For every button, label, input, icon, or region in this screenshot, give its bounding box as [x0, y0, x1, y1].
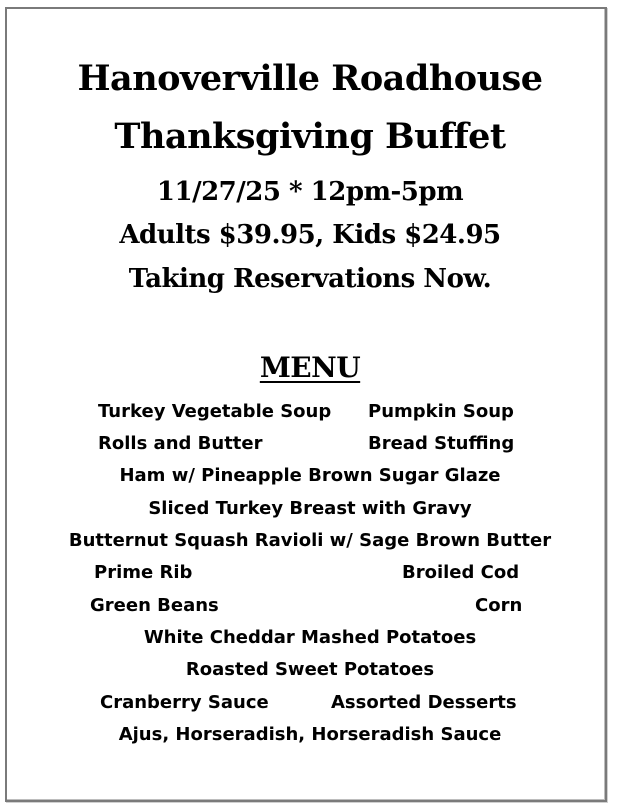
- menu-item-pumpkin-soup: Pumpkin Soup: [368, 401, 514, 422]
- menu-item-turkey-vegetable-soup: Turkey Vegetable Soup: [98, 401, 332, 422]
- menu-item-ravioli: Butternut Squash Ravioli w/ Sage Brown Butter: [68, 530, 552, 551]
- menu-item-rolls-and-butter: Rolls and Butter: [98, 433, 263, 454]
- reservations-notice: Taking Reservations Now.: [128, 264, 492, 294]
- menu-item-corn: Corn: [475, 595, 523, 616]
- menu-item-ham: Ham w/ Pineapple Brown Sugar Glaze: [119, 465, 501, 486]
- event-prices: Adults $39.95, Kids $24.95: [119, 220, 501, 250]
- menu-item-sweet-potatoes: Roasted Sweet Potatoes: [185, 659, 435, 680]
- menu-item-prime-rib: Prime Rib: [94, 562, 193, 583]
- menu-item-mashed-potatoes: White Cheddar Mashed Potatoes: [143, 627, 477, 648]
- event-title: Thanksgiving Buffet: [114, 116, 506, 157]
- menu-title: MENU: [259, 351, 361, 384]
- menu-item-sliced-turkey: Sliced Turkey Breast with Gravy: [148, 498, 472, 519]
- menu-item-broiled-cod: Broiled Cod: [402, 562, 520, 583]
- menu-item-assorted-desserts: Assorted Desserts: [331, 692, 517, 713]
- menu-item-cranberry-sauce: Cranberry Sauce: [100, 692, 269, 713]
- menu-item-green-beans: Green Beans: [90, 595, 219, 616]
- menu-item-bread-stuffing: Bread Stuffing: [368, 433, 515, 454]
- menu-item-sauces: Ajus, Horseradish, Horseradish Sauce: [118, 724, 502, 745]
- event-date-time: 11/27/25 * 12pm-5pm: [156, 177, 464, 207]
- restaurant-name: Hanoverville Roadhouse: [77, 58, 543, 99]
